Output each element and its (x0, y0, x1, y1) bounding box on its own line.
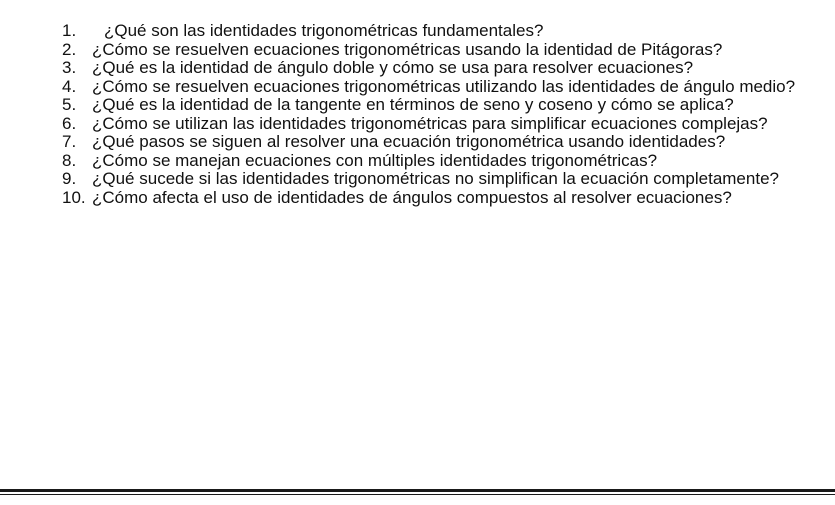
question-item-3 (62, 59, 820, 78)
question-item-6 (62, 115, 820, 134)
question-list (62, 22, 820, 207)
bottom-divider-thick (0, 489, 835, 492)
question-text: ¿Cómo se resuelven ecuaciones trigonométricas usando la identidad de Pitágoras? (92, 39, 723, 59)
question-item-7 (62, 133, 820, 152)
question-item-4 (62, 78, 820, 97)
question-text: ¿Qué sucede si las identidades trigonométricas no simplifican la ecuación completamente? (92, 169, 779, 188)
question-item-9 (62, 170, 820, 189)
bottom-divider-thin (0, 494, 835, 495)
question-text: ¿Cómo se utilizan las identidades trigonométricas para simplificar ecuaciones complejas? (92, 113, 768, 133)
question-number: 2. (62, 39, 77, 59)
question-text: ¿Cómo afecta el uso de identidades de ángulos compuestos al resolver ecuaciones? (92, 187, 732, 207)
question-number: 7. (62, 132, 77, 151)
question-item-1 (62, 22, 820, 41)
question-number: 4. (62, 76, 77, 96)
question-text: ¿Qué pasos se siguen al resolver una ecuación trigonométrica usando identidades? (92, 132, 726, 151)
question-text: ¿Cómo se resuelven ecuaciones trigonométricas utilizando las identidades de ángulo medio? (92, 76, 796, 96)
question-number: 9. (62, 169, 77, 188)
question-text: ¿Qué son las identidades trigonométricas fundamentales? (104, 21, 544, 40)
question-number: 5. (62, 95, 77, 114)
question-item-5 (62, 96, 820, 115)
question-number: 6. (62, 113, 77, 133)
question-item-8 (62, 152, 820, 171)
question-text: ¿Qué es la identidad de ángulo doble y cómo se usa para resolver ecuaciones? (92, 58, 694, 77)
question-number: 3. (62, 58, 77, 77)
question-number: 1. (62, 21, 77, 40)
question-text: ¿Qué es la identidad de la tangente en términos de seno y coseno y cómo se aplica? (92, 95, 734, 114)
question-item-2 (62, 41, 820, 60)
question-number: 8. (62, 150, 77, 170)
question-item-10 (62, 189, 820, 208)
question-text: ¿Cómo se manejan ecuaciones con múltiples identidades trigonométricas? (92, 150, 658, 170)
question-number: 10. (62, 187, 86, 207)
